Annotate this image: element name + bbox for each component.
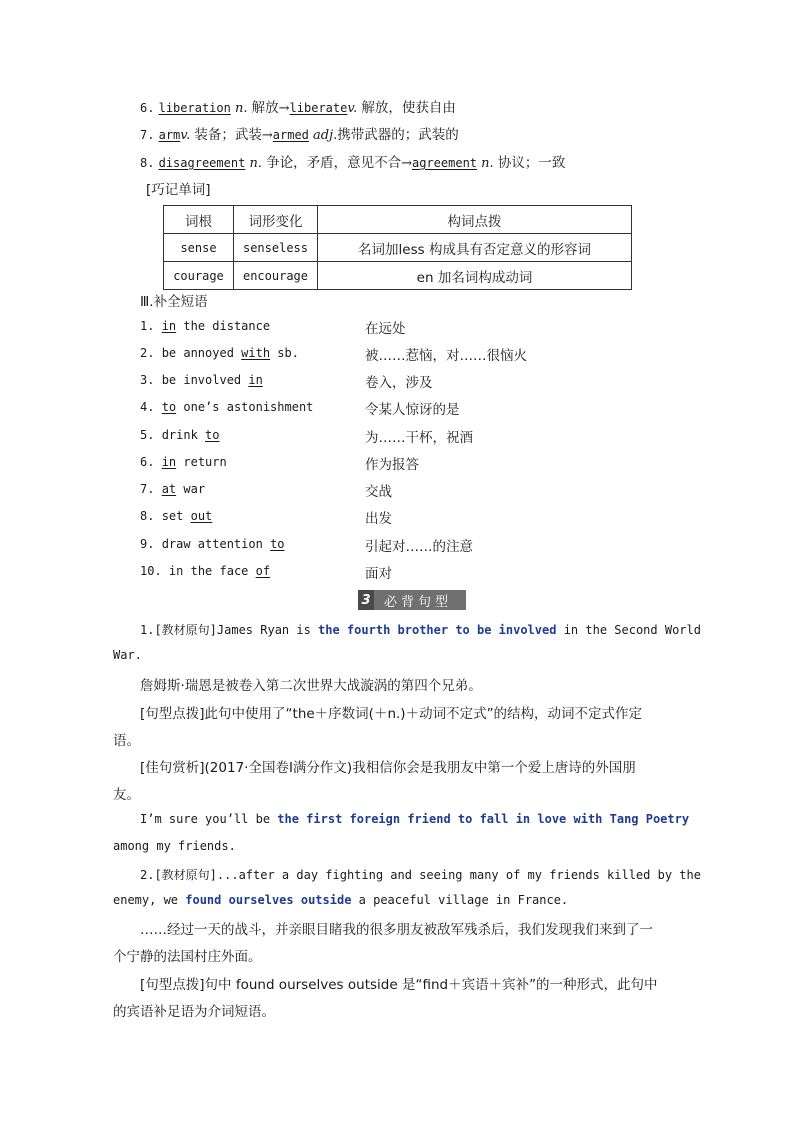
sentence-note: [句型点拨]此句中使用了“the＋序数词(＋n.)＋动词不定式”的结构，动词不定式作定 — [140, 706, 643, 722]
section-badge: 3 必背句型 — [358, 590, 466, 610]
phrase-item: 4. to one’s astonishment — [140, 400, 314, 414]
word-item: 7. armv. 装备；武装→armed adj.携带武器的；武装的 — [140, 127, 459, 143]
phrase-item: 9. draw attention to — [140, 537, 285, 551]
phrase-heading: Ⅲ.补全短语 — [140, 294, 208, 310]
word-item: 8. disagreement n. 争论，矛盾，意见不合→agreement n. 协议；一致 — [140, 155, 566, 171]
phrase-item: 6. in return — [140, 455, 227, 469]
sentence-original: 1.[教材原句]James Ryan is the fourth brother to be involved in the Second World — [140, 623, 701, 637]
arrow-icon: → — [261, 128, 273, 143]
arrow-icon: → — [401, 156, 412, 171]
word: liberation — [158, 101, 231, 115]
table-header-row: 词根 词形变化 构词点拨 — [164, 206, 632, 234]
phrase-item: 8. set out — [140, 509, 213, 523]
table-row: sense senseless 名词加less 构成具有否定意义的形容词 — [164, 234, 632, 262]
phrase-item: 3. be involved in — [140, 373, 263, 387]
sentence-translation: ……经过一天的战斗，并亲眼目睹我的很多朋友被敌军残杀后，我们发现我们来到了一 — [140, 922, 653, 938]
phrase-item: 7. at war — [140, 482, 206, 496]
sentence-note: [句型点拨]句中 found ourselves outside 是“find＋宾语＋宾补”的一种形式，此句中 — [140, 977, 658, 993]
vocab-table — [163, 205, 632, 290]
phrase-item: 5. drink to — [140, 428, 220, 442]
word-item: 6. liberation n. 解放→liberatev. 解放，使获自由 — [140, 100, 456, 116]
sentence-translation: 詹姆斯·瑞恩是被卷入第二次世界大战漩涡的第四个兄弟。 — [140, 678, 482, 694]
arrow-icon: → — [278, 101, 290, 116]
phrase-item: 1. in the distance — [140, 319, 271, 333]
sentence-appreciation: [佳句赏析](2017·全国卷Ⅰ满分作文)我相信你会是我朋友中第一个爱上唐诗的外国朋 — [140, 760, 636, 776]
table-row: courage encourage en 加名词构成动词 — [164, 262, 632, 290]
phrase-item: 10. in the face of — [140, 564, 271, 578]
phrase-item: 2. be annoyed with sb. — [140, 346, 299, 360]
sentence-original: 2.[教材原句]...after a day fighting and seeing many of my friends killed by the — [140, 868, 701, 882]
example-sentence: I’m sure you’ll be the first foreign friend to fall in love with Tang Poetry — [140, 812, 690, 826]
memo-heading: [巧记单词] — [146, 182, 211, 198]
